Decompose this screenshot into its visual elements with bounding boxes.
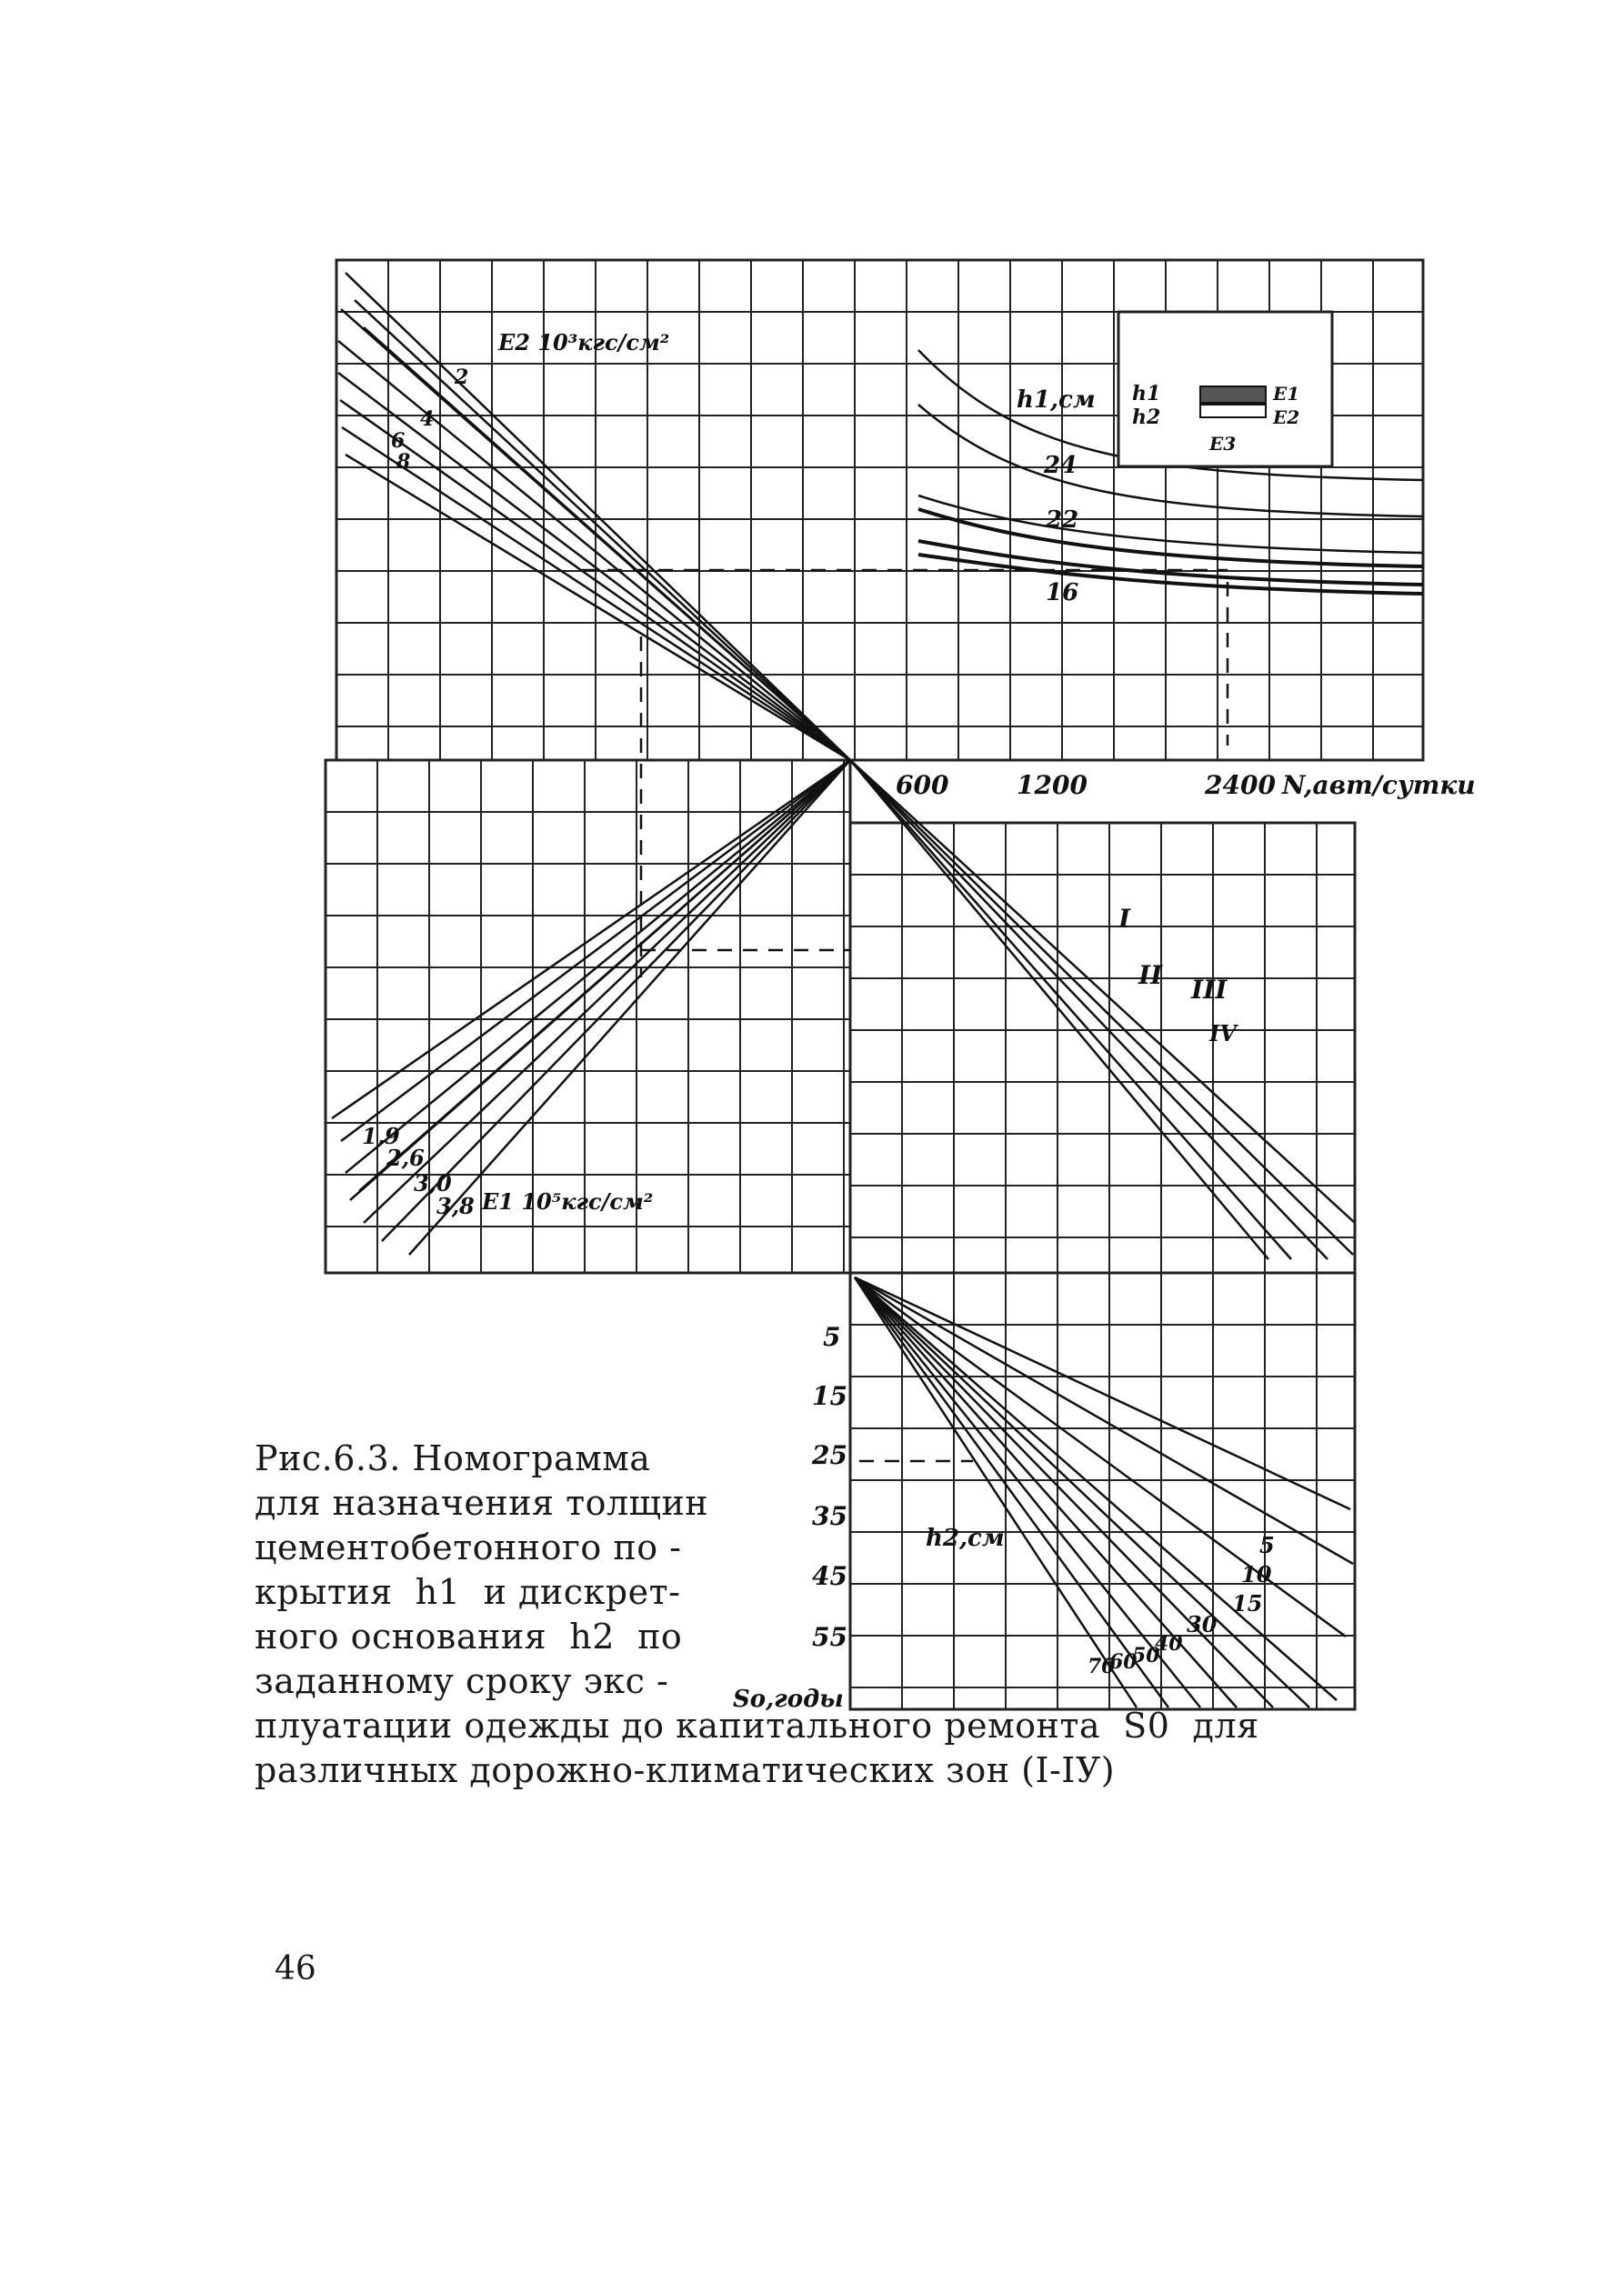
- zone-2-label: II: [1138, 960, 1163, 990]
- inset-e1-label: Е1: [1273, 383, 1300, 405]
- zone-4-label: IV: [1209, 1020, 1237, 1046]
- e2-tick-4: 4: [420, 407, 435, 431]
- n-tick-600: 600: [896, 770, 949, 800]
- h2-value-15: 15: [1232, 1590, 1263, 1617]
- e1-line: [382, 760, 850, 1241]
- n-tick-2400: 2400: [1205, 770, 1276, 800]
- h1-curve: [918, 496, 1423, 553]
- h2-axis-label: h2,см: [926, 1525, 1005, 1552]
- s0-tick-45: 45: [812, 1561, 847, 1591]
- h2-value-30: 30: [1187, 1611, 1218, 1637]
- e2-line: [338, 341, 850, 760]
- caption-line: ного основания h2 по: [255, 1617, 683, 1657]
- zone-labels: [1118, 904, 1238, 1046]
- inset-e3-label: Е3: [1209, 433, 1237, 455]
- e2-line: [355, 300, 850, 760]
- h2-value-60: 60: [1109, 1650, 1138, 1674]
- left-lower-labels: [362, 1123, 653, 1219]
- zone-3-label: III: [1191, 975, 1228, 1005]
- h2-value-70: 70: [1088, 1655, 1116, 1678]
- h1-value-22: 22: [1046, 506, 1079, 534]
- caption-line: заданному сроку экс -: [255, 1661, 669, 1701]
- e1-tick-1-9: 1,9: [362, 1123, 400, 1149]
- s0-tick-55: 55: [812, 1622, 847, 1652]
- e1-line: [409, 760, 850, 1255]
- layer-inset: [1118, 312, 1332, 466]
- e2-tick-2: 2: [455, 365, 469, 389]
- h1-axis-label: h1,см: [1017, 386, 1096, 414]
- h2-value-5: 5: [1259, 1532, 1275, 1558]
- inset-h2-label: h2: [1132, 406, 1161, 429]
- e1-line: [364, 760, 850, 1223]
- s0-tick-15: 15: [812, 1381, 847, 1411]
- e1-line: [332, 760, 850, 1118]
- e1-line: [359, 760, 850, 1191]
- e2-line: [338, 373, 850, 760]
- s0-axis-label: So,годы: [733, 1686, 844, 1713]
- e2-tick-8: 8: [396, 450, 411, 474]
- figure-caption: [255, 1437, 1328, 1793]
- inset-layer1: [1200, 386, 1266, 403]
- h2-value-50: 50: [1132, 1644, 1160, 1667]
- zone-line: [850, 760, 1291, 1259]
- h2-value-10: 10: [1241, 1561, 1272, 1587]
- zone-line: [850, 760, 1353, 1255]
- zone-1-label: I: [1118, 904, 1131, 934]
- e2-line: [364, 327, 850, 760]
- e1-tick-2-6: 2,6: [386, 1145, 425, 1171]
- s0-tick-35: 35: [812, 1501, 847, 1531]
- caption-line: Рис.6.3. Номограмма: [255, 1438, 651, 1478]
- h1-curve: [918, 509, 1423, 566]
- h2-value-40: 40: [1155, 1632, 1183, 1656]
- e2-tick-6: 6: [391, 429, 406, 453]
- inset-layer2: [1200, 405, 1266, 417]
- right-panel-border: [850, 823, 1355, 1273]
- caption-line: цементобетонного по -: [255, 1527, 682, 1567]
- caption-line: плуатации одежды до капитального ремонта S0 для: [255, 1706, 1259, 1746]
- e2-axis-label: Е2 10³кгс/см²: [498, 329, 670, 355]
- h1-value-16: 16: [1046, 579, 1079, 606]
- e2-line: [346, 455, 850, 760]
- e1-axis-label: Е1 10⁵кгс/см²: [482, 1188, 654, 1215]
- n-tick-1200: 1200: [1017, 770, 1088, 800]
- page-number: 46: [275, 1950, 316, 1988]
- s0-tick-25: 25: [812, 1440, 847, 1470]
- zone-line: [850, 760, 1328, 1259]
- caption-line: для назначения толщин: [255, 1483, 709, 1523]
- zone-line: [850, 760, 1268, 1259]
- n-axis-label: N,авт/сутки: [1282, 770, 1476, 800]
- h1-value-24: 24: [1044, 452, 1078, 479]
- e1-tick-3-8: 3,8: [436, 1193, 475, 1219]
- caption-line: крытия h1 и дискрет-: [255, 1572, 681, 1612]
- inset-e2-label: Е2: [1273, 406, 1300, 428]
- caption-line: различных дорожно-климатических зон (I-IУ): [255, 1750, 1116, 1790]
- s0-tick-5: 5: [823, 1322, 841, 1352]
- inset-h1-label: h1: [1132, 382, 1161, 406]
- zone-line: [850, 760, 1355, 1223]
- e1-tick-3-0: 3,0: [414, 1170, 452, 1197]
